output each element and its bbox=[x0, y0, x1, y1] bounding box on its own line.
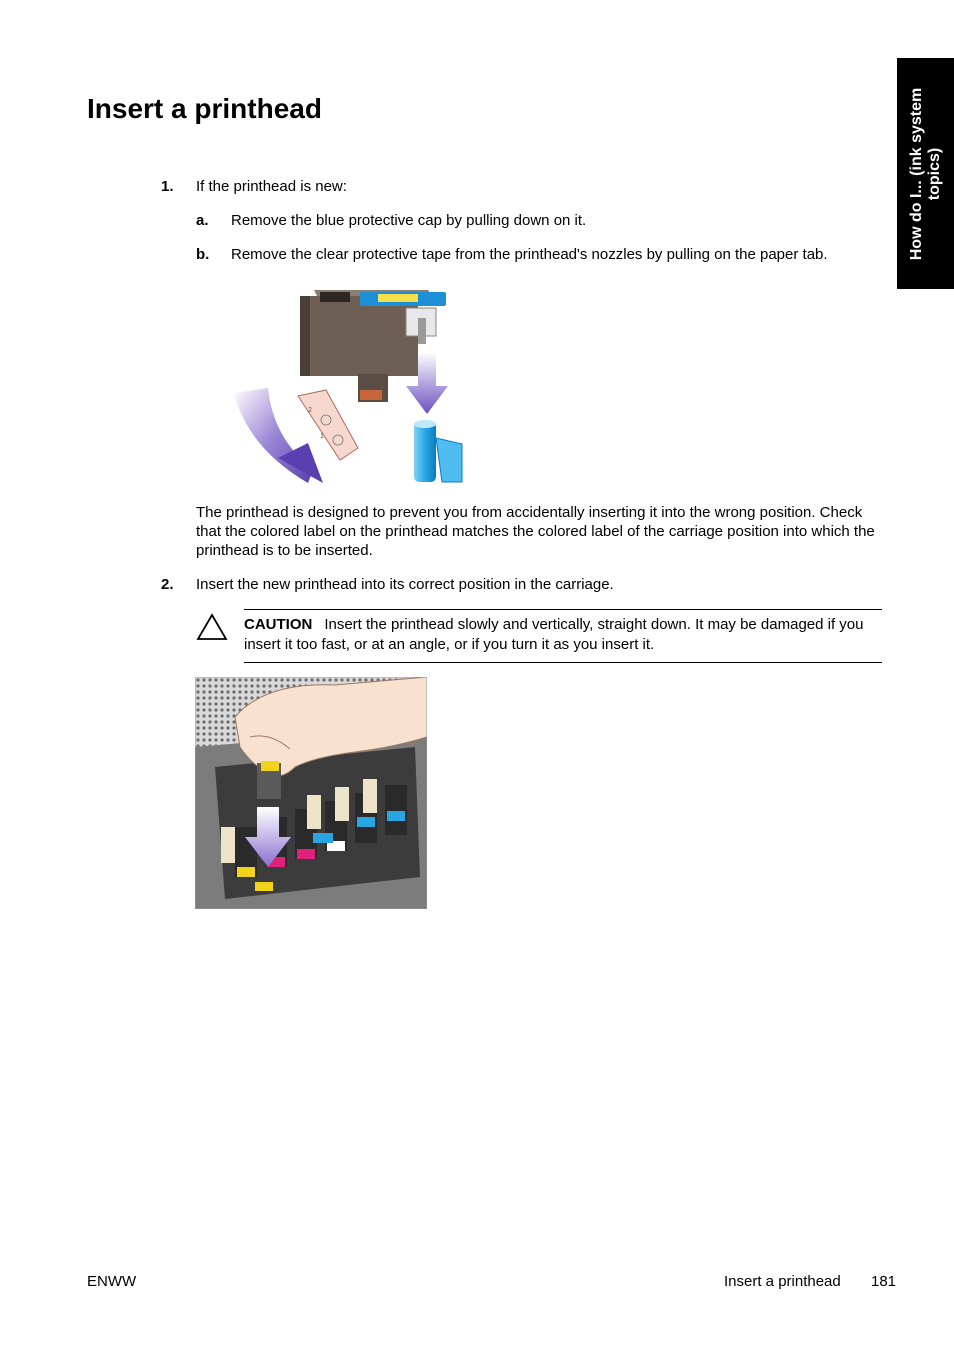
substep-a-text: Remove the blue protective cap by pulling down on it. bbox=[231, 212, 587, 229]
caution-text: Insert the printhead slowly and vertically, straight down. It may be damaged if you insert it too fast, or at an angle, or if you turn it as you insert it. bbox=[244, 616, 864, 653]
explanation-paragraph: The printhead is designed to prevent you from accidentally inserting it into the wrong position. Check that the colored label on the printhead matches the colored label of the carriage position into which the printhead is to be inserted. bbox=[196, 504, 875, 559]
page-title: Insert a printhead bbox=[87, 93, 322, 124]
side-tab-label: How do I... (ink system topics) bbox=[907, 87, 943, 260]
footer-title: Insert a printhead bbox=[724, 1273, 841, 1290]
substep-b-letter: b. bbox=[196, 246, 210, 263]
substep-a-letter: a. bbox=[196, 212, 209, 229]
blue-protective-cap bbox=[414, 420, 462, 482]
tab-number-2: 2 bbox=[308, 407, 312, 414]
step-2-text: Insert the new printhead into its correct position in the carriage. bbox=[196, 576, 614, 593]
step-1-text: If the printhead is new: bbox=[196, 178, 347, 195]
footer-left: ENWW bbox=[87, 1273, 137, 1290]
carriage-insertion-illustration bbox=[195, 677, 427, 909]
printhead-inserted bbox=[257, 761, 281, 799]
tab-number-1: 1 bbox=[320, 433, 324, 440]
printhead-cap-removal-illustration bbox=[228, 278, 468, 488]
caution-box bbox=[244, 609, 882, 663]
printhead-label bbox=[360, 292, 446, 306]
caution-label: CAUTION bbox=[244, 616, 313, 633]
step-2-number: 2. bbox=[161, 576, 174, 593]
caution-triangle-icon bbox=[196, 613, 228, 641]
step-1-number: 1. bbox=[161, 178, 174, 195]
substep-b-text: Remove the clear protective tape from the printhead's nozzles by pulling on the paper tab. bbox=[231, 246, 828, 263]
caution-content bbox=[244, 615, 880, 655]
side-tab bbox=[897, 58, 954, 289]
printhead-body bbox=[300, 290, 434, 402]
footer-page-number: 181 bbox=[871, 1273, 897, 1290]
